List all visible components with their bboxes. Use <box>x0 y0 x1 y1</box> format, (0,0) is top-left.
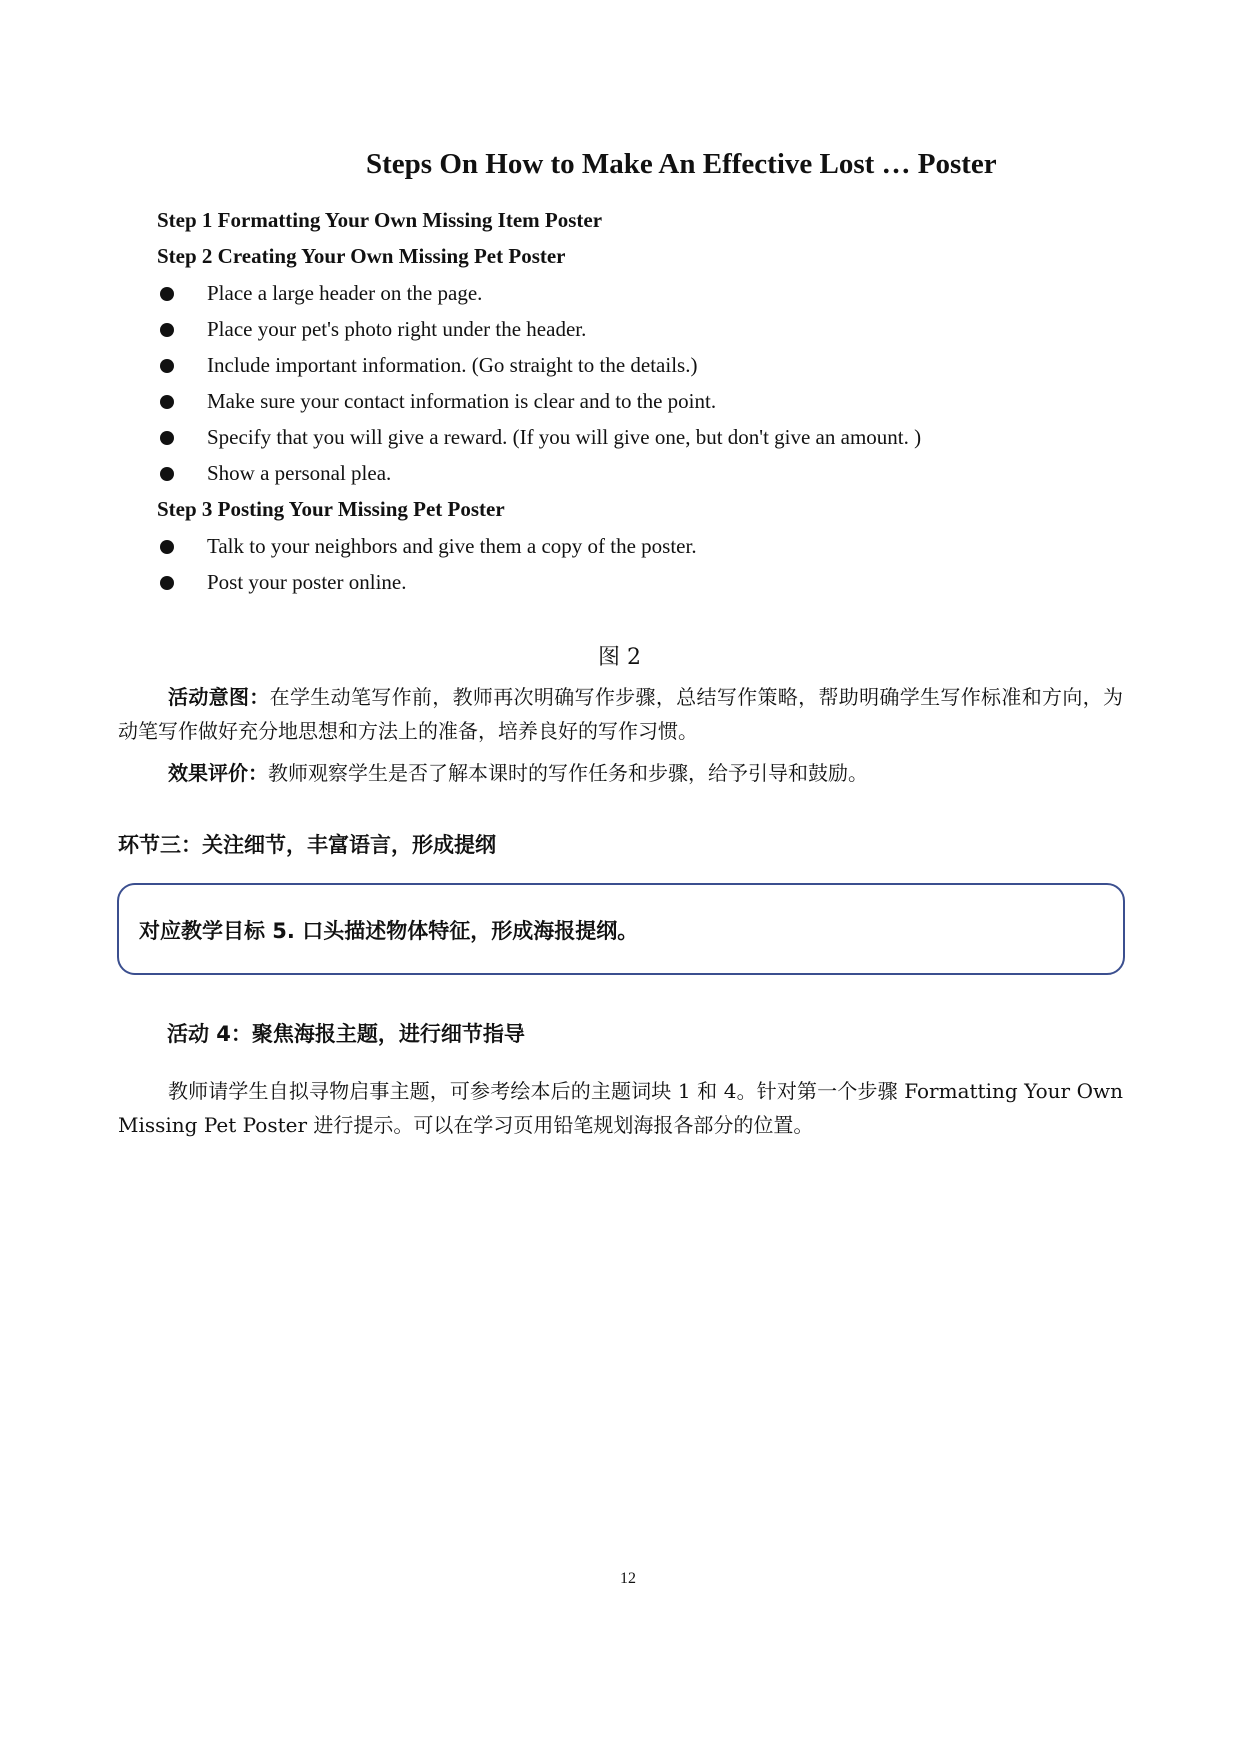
step-3-heading: Step 3 Posting Your Missing Pet Poster <box>157 497 505 521</box>
bullet-icon <box>160 467 174 481</box>
list-item-text: Place your pet's photo right under the header. <box>207 317 587 341</box>
bullet-icon <box>160 323 174 337</box>
list-item-text: Include important information. (Go straight to the details.) <box>207 353 698 377</box>
page-title: Steps On How to Make An Effective Lost … Poster <box>366 148 997 180</box>
bullet-icon <box>160 540 174 554</box>
activity-intent-text: 在学生动笔写作前，教师再次明确写作步骤，总结写作策略，帮助明确学生写作标准和方向，为动笔写作做好充分地思想和方法上的准备，培养良好的写作习惯。 <box>118 685 1124 743</box>
figure-caption: 图 2 <box>598 645 641 670</box>
evaluation-text: 教师观察学生是否了解本课时的写作任务和步骤，给予引导和鼓励。 <box>268 761 868 785</box>
list-item-text: Place a large header on the page. <box>207 281 483 305</box>
activity-intent-paragraph <box>118 680 1123 748</box>
list-item-text: Post your poster online. <box>207 570 407 594</box>
bullet-icon <box>160 576 174 590</box>
bullet-icon <box>160 431 174 445</box>
list-item-text: Show a personal plea. <box>207 461 392 485</box>
bullet-icon <box>160 395 174 409</box>
objective-box <box>117 883 1125 975</box>
step-1-heading: Step 1 Formatting Your Own Missing Item Poster <box>157 208 603 232</box>
bullet-icon <box>160 287 174 301</box>
section-heading: 环节三：关注细节，丰富语言，形成提纲 <box>118 833 496 857</box>
list-item-text: Talk to your neighbors and give them a copy of the poster. <box>207 534 697 558</box>
objective-text: 对应教学目标 5. 口头描述物体特征，形成海报提纲。 <box>139 919 639 943</box>
activity-heading: 活动 4：聚焦海报主题，进行细节指导 <box>167 1022 525 1046</box>
list-item-text: Make sure your contact information is clear and to the point. <box>207 389 717 413</box>
activity-body: 教师请学生自拟寻物启事主题，可参考绘本后的主题词块 1 和 4。针对第一个步骤 Formatting Your Own Missing Pet Poster 进行提示。可以在学习页用铅笔规划海报各部分的位置。 <box>118 1079 1123 1137</box>
evaluation-paragraph <box>118 756 1123 790</box>
evaluation-label: 效果评价： <box>168 761 268 785</box>
bullet-icon <box>160 359 174 373</box>
list-item-text: Specify that you will give a reward. (If you will give one, but don't give an amount. ) <box>207 425 922 449</box>
activity-intent-label: 活动意图： <box>168 685 270 709</box>
step-2-heading: Step 2 Creating Your Own Missing Pet Poster <box>157 244 566 268</box>
page-number: 12 <box>620 1570 636 1587</box>
